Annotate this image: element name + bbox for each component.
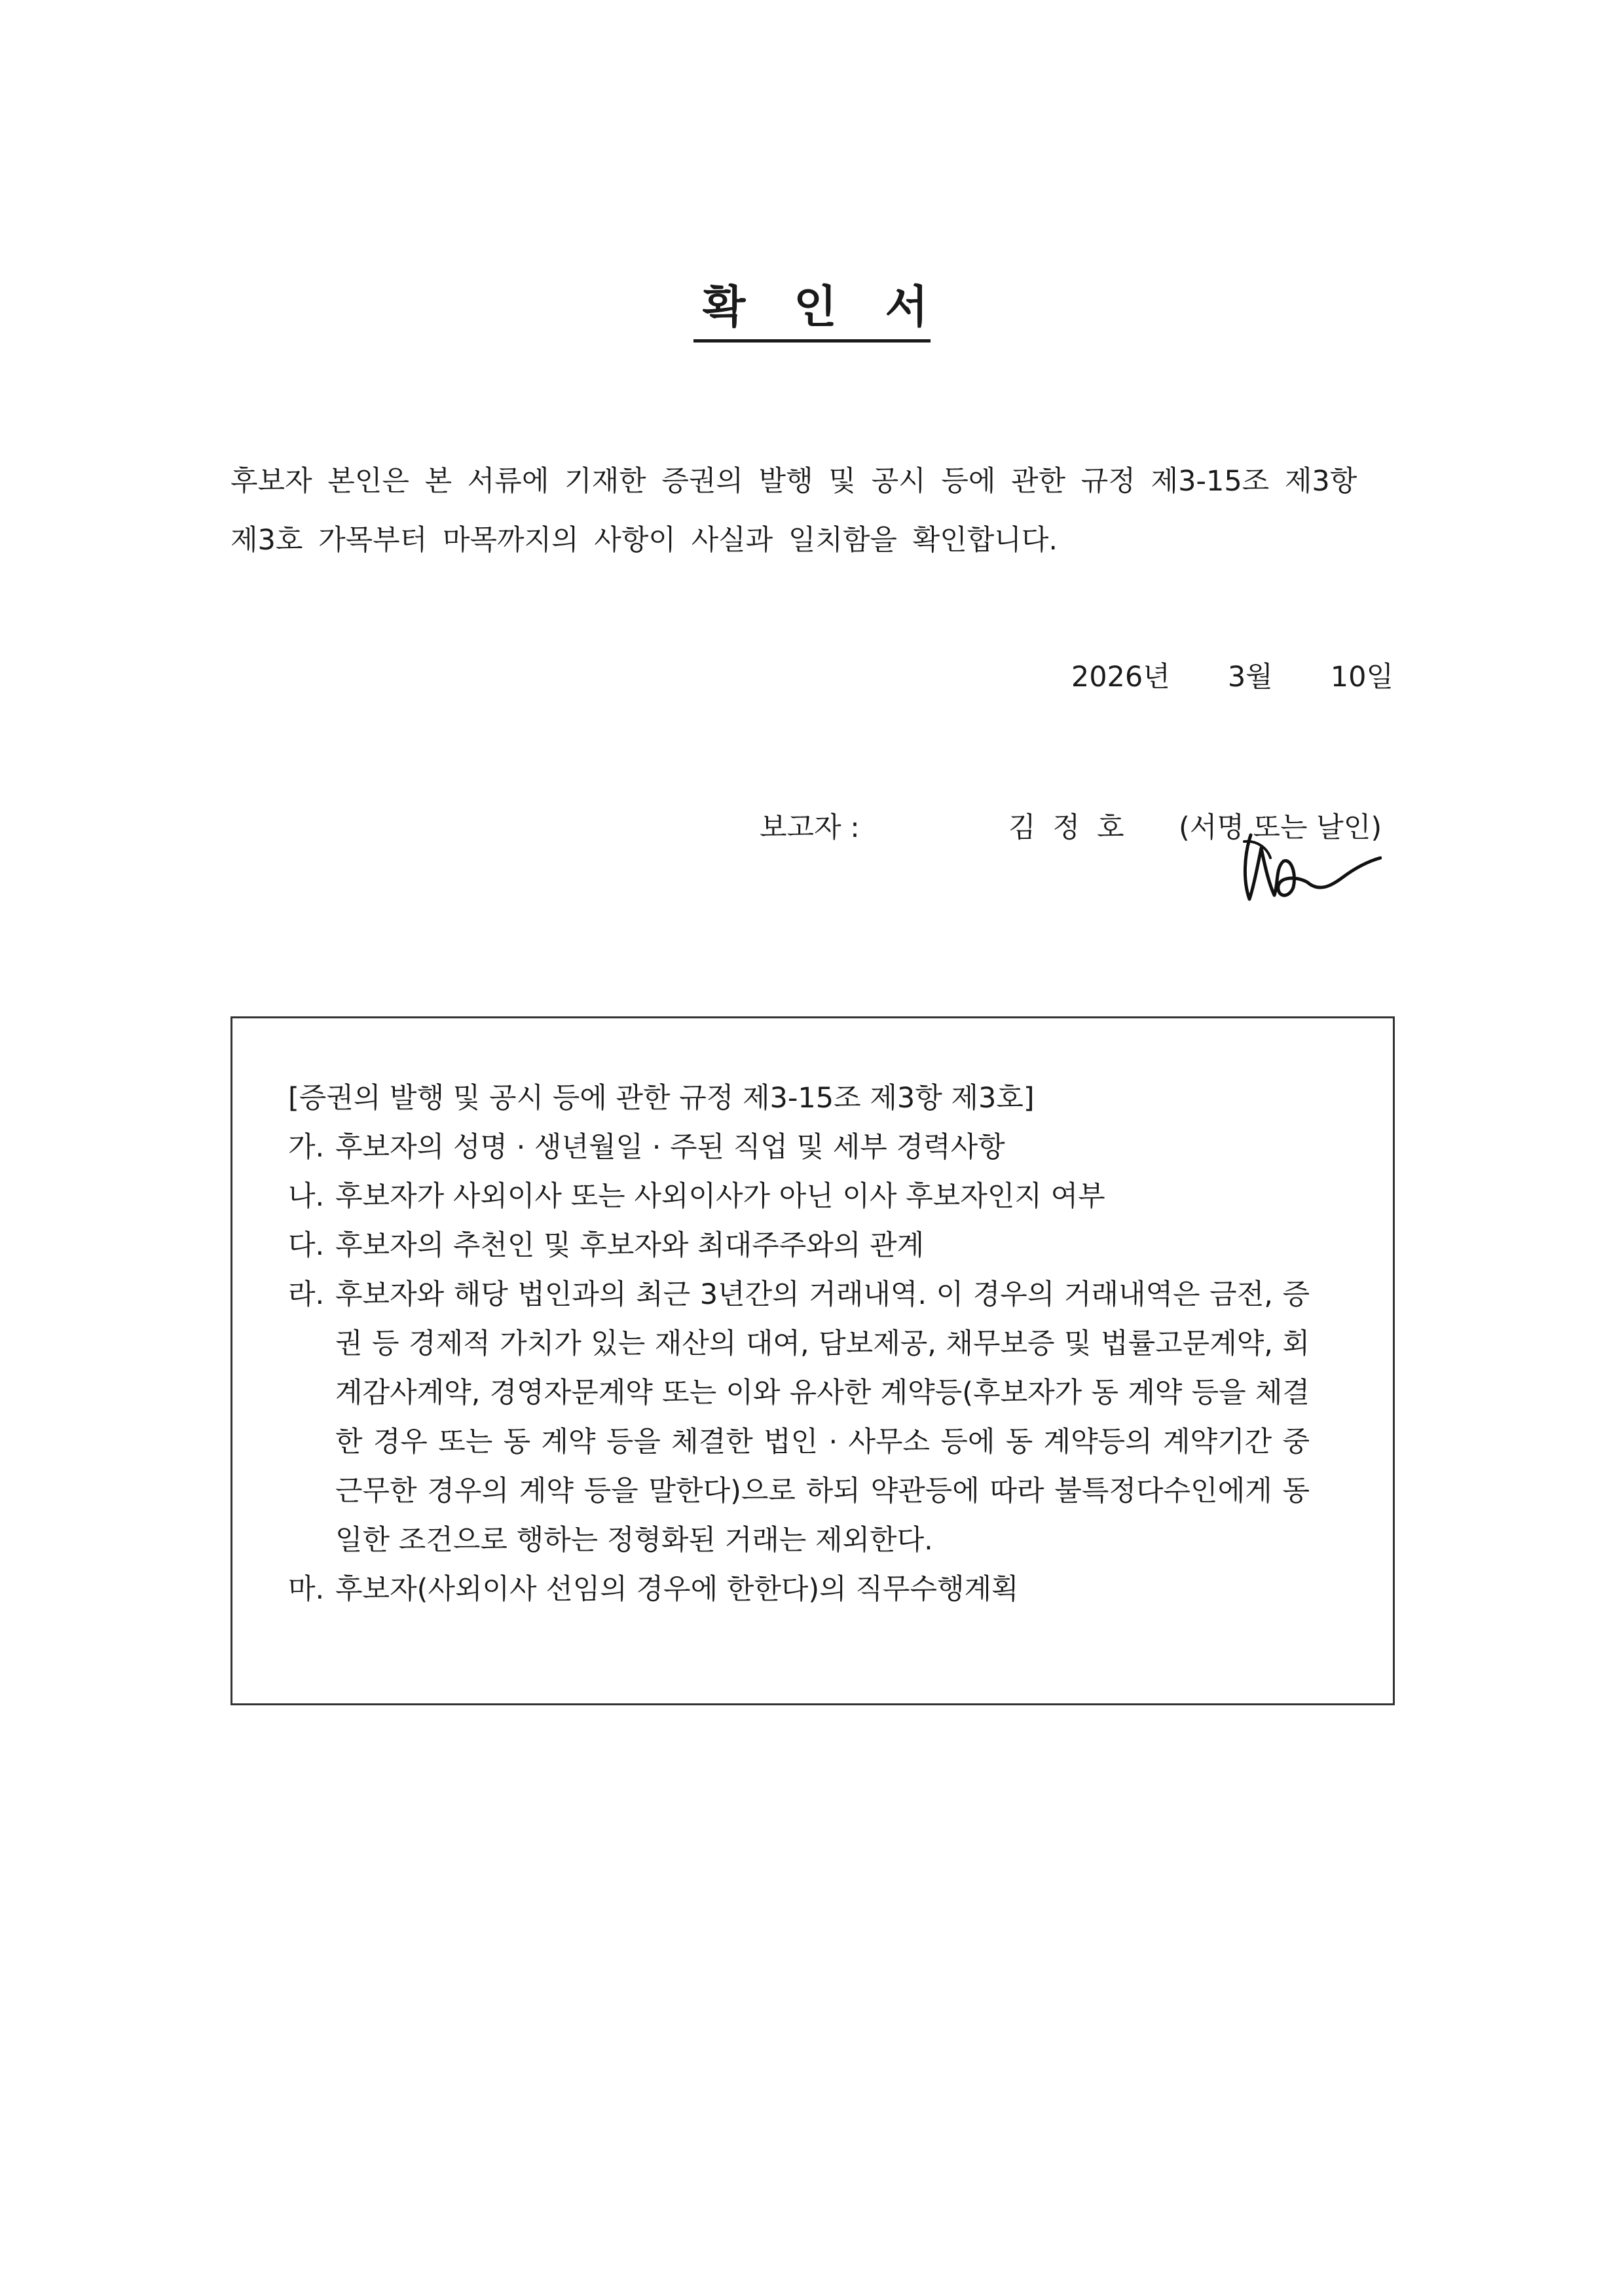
reference-item-text: 후보자와 해당 법인과의 최근 3년간의 거래내역. 이 경우의 거래내역은 금전, 증권 등 경제적 가치가 있는 재산의 대여, 담보제공, 채무보증 및 법률고문계약, 회계감사계약, 경영자문계약 또는 이와 유사한 계약등(후보자가 동 계약 등을 체결한 경우 또는 동 계약 등을 체결한 법인 · 사무소 등에 동 계약등의 계약기간 중 근무한 경우의 계약 등을 말한다)으로 하되 약관등에 따라 불특정다수인에게 동일한 조건으로 행하는 정형화된 거래는 제외한다. [335, 1278, 1310, 1557]
reference-item-mark: 다. [288, 1229, 325, 1262]
date-year: 2026년 [1071, 661, 1170, 694]
reference-header: [증권의 발행 및 공시 등에 관한 규정 제3-15조 제3항 제3호] [288, 1082, 1035, 1115]
reference-item-ma [288, 1565, 1310, 1614]
reference-item-text: 후보자의 추천인 및 후보자와 최대주주와의 관계 [335, 1229, 925, 1262]
reference-item-mark: 라. [288, 1278, 325, 1311]
confirmation-statement [231, 452, 1396, 570]
date-month: 3월 [1227, 661, 1273, 694]
handwritten-signature [1231, 822, 1382, 907]
reference-item-da [288, 1221, 1310, 1270]
reference-item-text: 후보자가 사외이사 또는 사외이사가 아닌 이사 후보자인지 여부 [335, 1180, 1105, 1213]
reference-item-text: 후보자(사외이사 선임의 경우에 한한다)의 직무수행계획 [335, 1573, 1019, 1606]
reference-item-text: 후보자의 성명 · 생년월일 · 주된 직업 및 세부 경력사항 [335, 1131, 1005, 1164]
signature-note: (서명 또는 날인) [1179, 811, 1382, 844]
document-title-wrap [0, 282, 1624, 343]
reference-item-mark: 가. [288, 1131, 325, 1164]
regulation-reference-content [288, 1074, 1310, 1614]
reference-item-ga [288, 1123, 1310, 1172]
document-date [1071, 655, 1393, 695]
regulation-reference-box [231, 1016, 1395, 1705]
reference-item-na [288, 1172, 1310, 1221]
date-day: 10일 [1330, 661, 1393, 694]
document-title: 확 인 서 [693, 284, 931, 343]
reference-item-ra [288, 1270, 1310, 1565]
reference-item-mark: 마. [288, 1573, 325, 1606]
signer-label: 보고자 : [760, 811, 860, 844]
signer-name: 김정호 [1008, 811, 1141, 844]
statement-line-2: 제3호 가목부터 마목까지의 사항이 사실과 일치함을 확인합니다. [231, 524, 1058, 557]
statement-line-1: 후보자 본인은 본 서류에 기재한 증권의 발행 및 공시 등에 관한 규정 제3-15조 제3항 [231, 465, 1357, 498]
reference-item-mark: 나. [288, 1180, 325, 1213]
